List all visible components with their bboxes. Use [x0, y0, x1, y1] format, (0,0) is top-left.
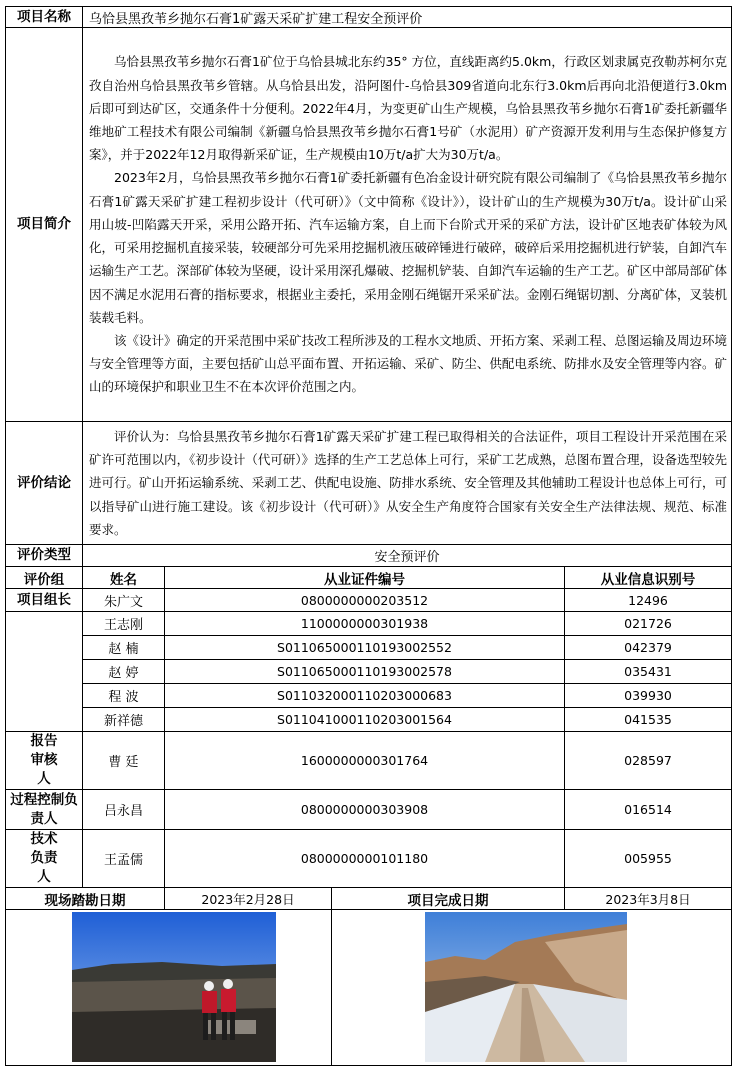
complete-date-label: 项目完成日期	[332, 888, 565, 910]
member-id: 039930	[565, 684, 732, 708]
eval-group-header: 评价组	[6, 567, 83, 589]
evaluation-table	[5, 6, 732, 1066]
intro-paragraph-3: 该《设计》确定的开采范围中采矿技改工程所涉及的工程水文地质、开拓方案、采剥工程、总图运输及周边环境与安全管理等方面，主要包括矿山总平面布置、开拓运输、采矿、防尘、供配电系统、防排水及安全管理等内容。矿山的环境保护和职业卫生不在本次评价范围之内。	[89, 332, 728, 395]
member-cert: S011065000110193002552	[165, 636, 565, 660]
tech-role: 技术负责人	[6, 830, 83, 888]
process-role: 过程控制负责人	[6, 790, 83, 830]
leader-role: 项目组长	[6, 589, 83, 612]
leader-cert: 0800000000203512	[165, 589, 565, 612]
reviewer-role: 报告审核人	[6, 732, 83, 790]
member-name: 赵 楠	[83, 636, 165, 660]
member-cert: S011065000110193002578	[165, 660, 565, 684]
site-photo-cell	[6, 910, 332, 1066]
project-intro-text	[83, 28, 732, 422]
member-name: 新祥德	[83, 708, 165, 732]
tech-id: 005955	[565, 830, 732, 888]
reviewer-id: 028597	[565, 732, 732, 790]
cert-no-header: 从业证件编号	[165, 567, 565, 589]
member-cert: S011032000110203000683	[165, 684, 565, 708]
process-name: 吕永昌	[83, 790, 165, 830]
member-cert: S011041000110203001564	[165, 708, 565, 732]
intro-paragraph-2: 2023年2月，乌恰县黑孜苇乡抛尔石膏1矿委托新疆有色冶金设计研究院有限公司编制了《乌恰县黑孜苇乡抛尔石膏1矿露天采矿扩建工程初步设计（代可研）》（文中简称《设计》），设计矿山的生产规模为30万t/a。设计矿山采用山坡-凹陷露天开采，采用公路开拓、汽车运输方案，自上而下台阶式开采的采矿方法，设计矿区地表矿体较为风化，可采用挖掘机直接采装，较硬部分可先采用挖掘机液压破碎锤进行破碎，破碎后采用挖掘机进行铲装，自卸汽车运输生产工艺。深部矿体较为坚硬，设计采用深孔爆破、挖掘机铲装、自卸汽车运输的生产工艺。矿区中部局部矿体因不满足水泥用石膏的指标要求，根据业主委托，采用金刚石绳锯开采采矿法。金刚石绳锯切割、分离矿体，叉装机装载毛料。	[89, 170, 728, 325]
info-id-header: 从业信息识别号	[565, 567, 732, 589]
member-id: 041535	[565, 708, 732, 732]
member-id: 042379	[565, 636, 732, 660]
mine-road-photo	[425, 912, 627, 1062]
conclusion-label: 评价结论	[6, 422, 83, 545]
name-header: 姓名	[83, 567, 165, 589]
member-name: 王志刚	[83, 612, 165, 636]
complete-date-value: 2023年3月8日	[565, 888, 732, 910]
reviewer-cert: 1600000000301764	[165, 732, 565, 790]
conclusion-paragraph: 评价认为：乌恰县黑孜苇乡抛尔石膏1矿露天采矿扩建工程已取得相关的合法证件，项目工程设计开采范围在采矿许可范围以内，《初步设计（代可研）》选择的生产工艺总体上可行，采矿工艺成熟，总图布置合理，设备选型较先进可行。矿山开拓运输系统、采剥工艺、供配电设施、防排水系统、安全管理及其他辅助工程设计也总体上可行，可以指导矿山进行施工建设。该《初步设计（代可研）》从安全生产角度符合国家有关安全生产法律法规、规范、标准要求。	[89, 428, 728, 537]
members-role-cell	[6, 612, 83, 732]
leader-name: 朱广文	[83, 589, 165, 612]
completion-photo-cell	[332, 910, 732, 1066]
member-cert: 1100000000301938	[165, 612, 565, 636]
member-name: 程 波	[83, 684, 165, 708]
site-inspection-photo	[72, 912, 276, 1062]
leader-id: 12496	[565, 589, 732, 612]
eval-type-value: 安全预评价	[83, 545, 732, 567]
member-id: 021726	[565, 612, 732, 636]
tech-cert: 0800000000101180	[165, 830, 565, 888]
reviewer-name: 曹 廷	[83, 732, 165, 790]
site-date-label: 现场踏勘日期	[6, 888, 165, 910]
site-date-value: 2023年2月28日	[165, 888, 332, 910]
eval-type-label: 评价类型	[6, 545, 83, 567]
intro-paragraph-1: 乌恰县黑孜苇乡抛尔石膏1矿位于乌恰县城北东约35° 方位，直线距离约5.0km，行政区划隶属克孜勒苏柯尔克孜自治州乌恰县黑孜苇乡管辖。从乌恰县出发，沿阿图什-乌恰县309省道向北东行3.0km后再向北沿便道行3.0km后即可到达矿区，交通条件十分便利。2022年4月，为变更矿山生产规模，乌恰县黑孜苇乡抛尔石膏1矿委托新疆华维地矿工程技术有限公司编制《新疆乌恰县黑孜苇乡抛尔石膏1号矿（水泥用）矿产资源开发利用与生态保护修复方案》，并于2022年12月取得新采矿证，生产规模由10万t/a扩大为30万t/a。	[89, 54, 728, 163]
project-name-label: 项目名称	[6, 7, 83, 28]
member-name: 赵 婷	[83, 660, 165, 684]
project-name-value: 乌恰县黑孜苇乡抛尔石膏1矿露天采矿扩建工程安全预评价	[83, 7, 732, 28]
conclusion-text	[83, 422, 732, 545]
tech-name: 王孟儒	[83, 830, 165, 888]
project-intro-label: 项目简介	[6, 28, 83, 422]
process-cert: 0800000000303908	[165, 790, 565, 830]
member-id: 035431	[565, 660, 732, 684]
process-id: 016514	[565, 790, 732, 830]
